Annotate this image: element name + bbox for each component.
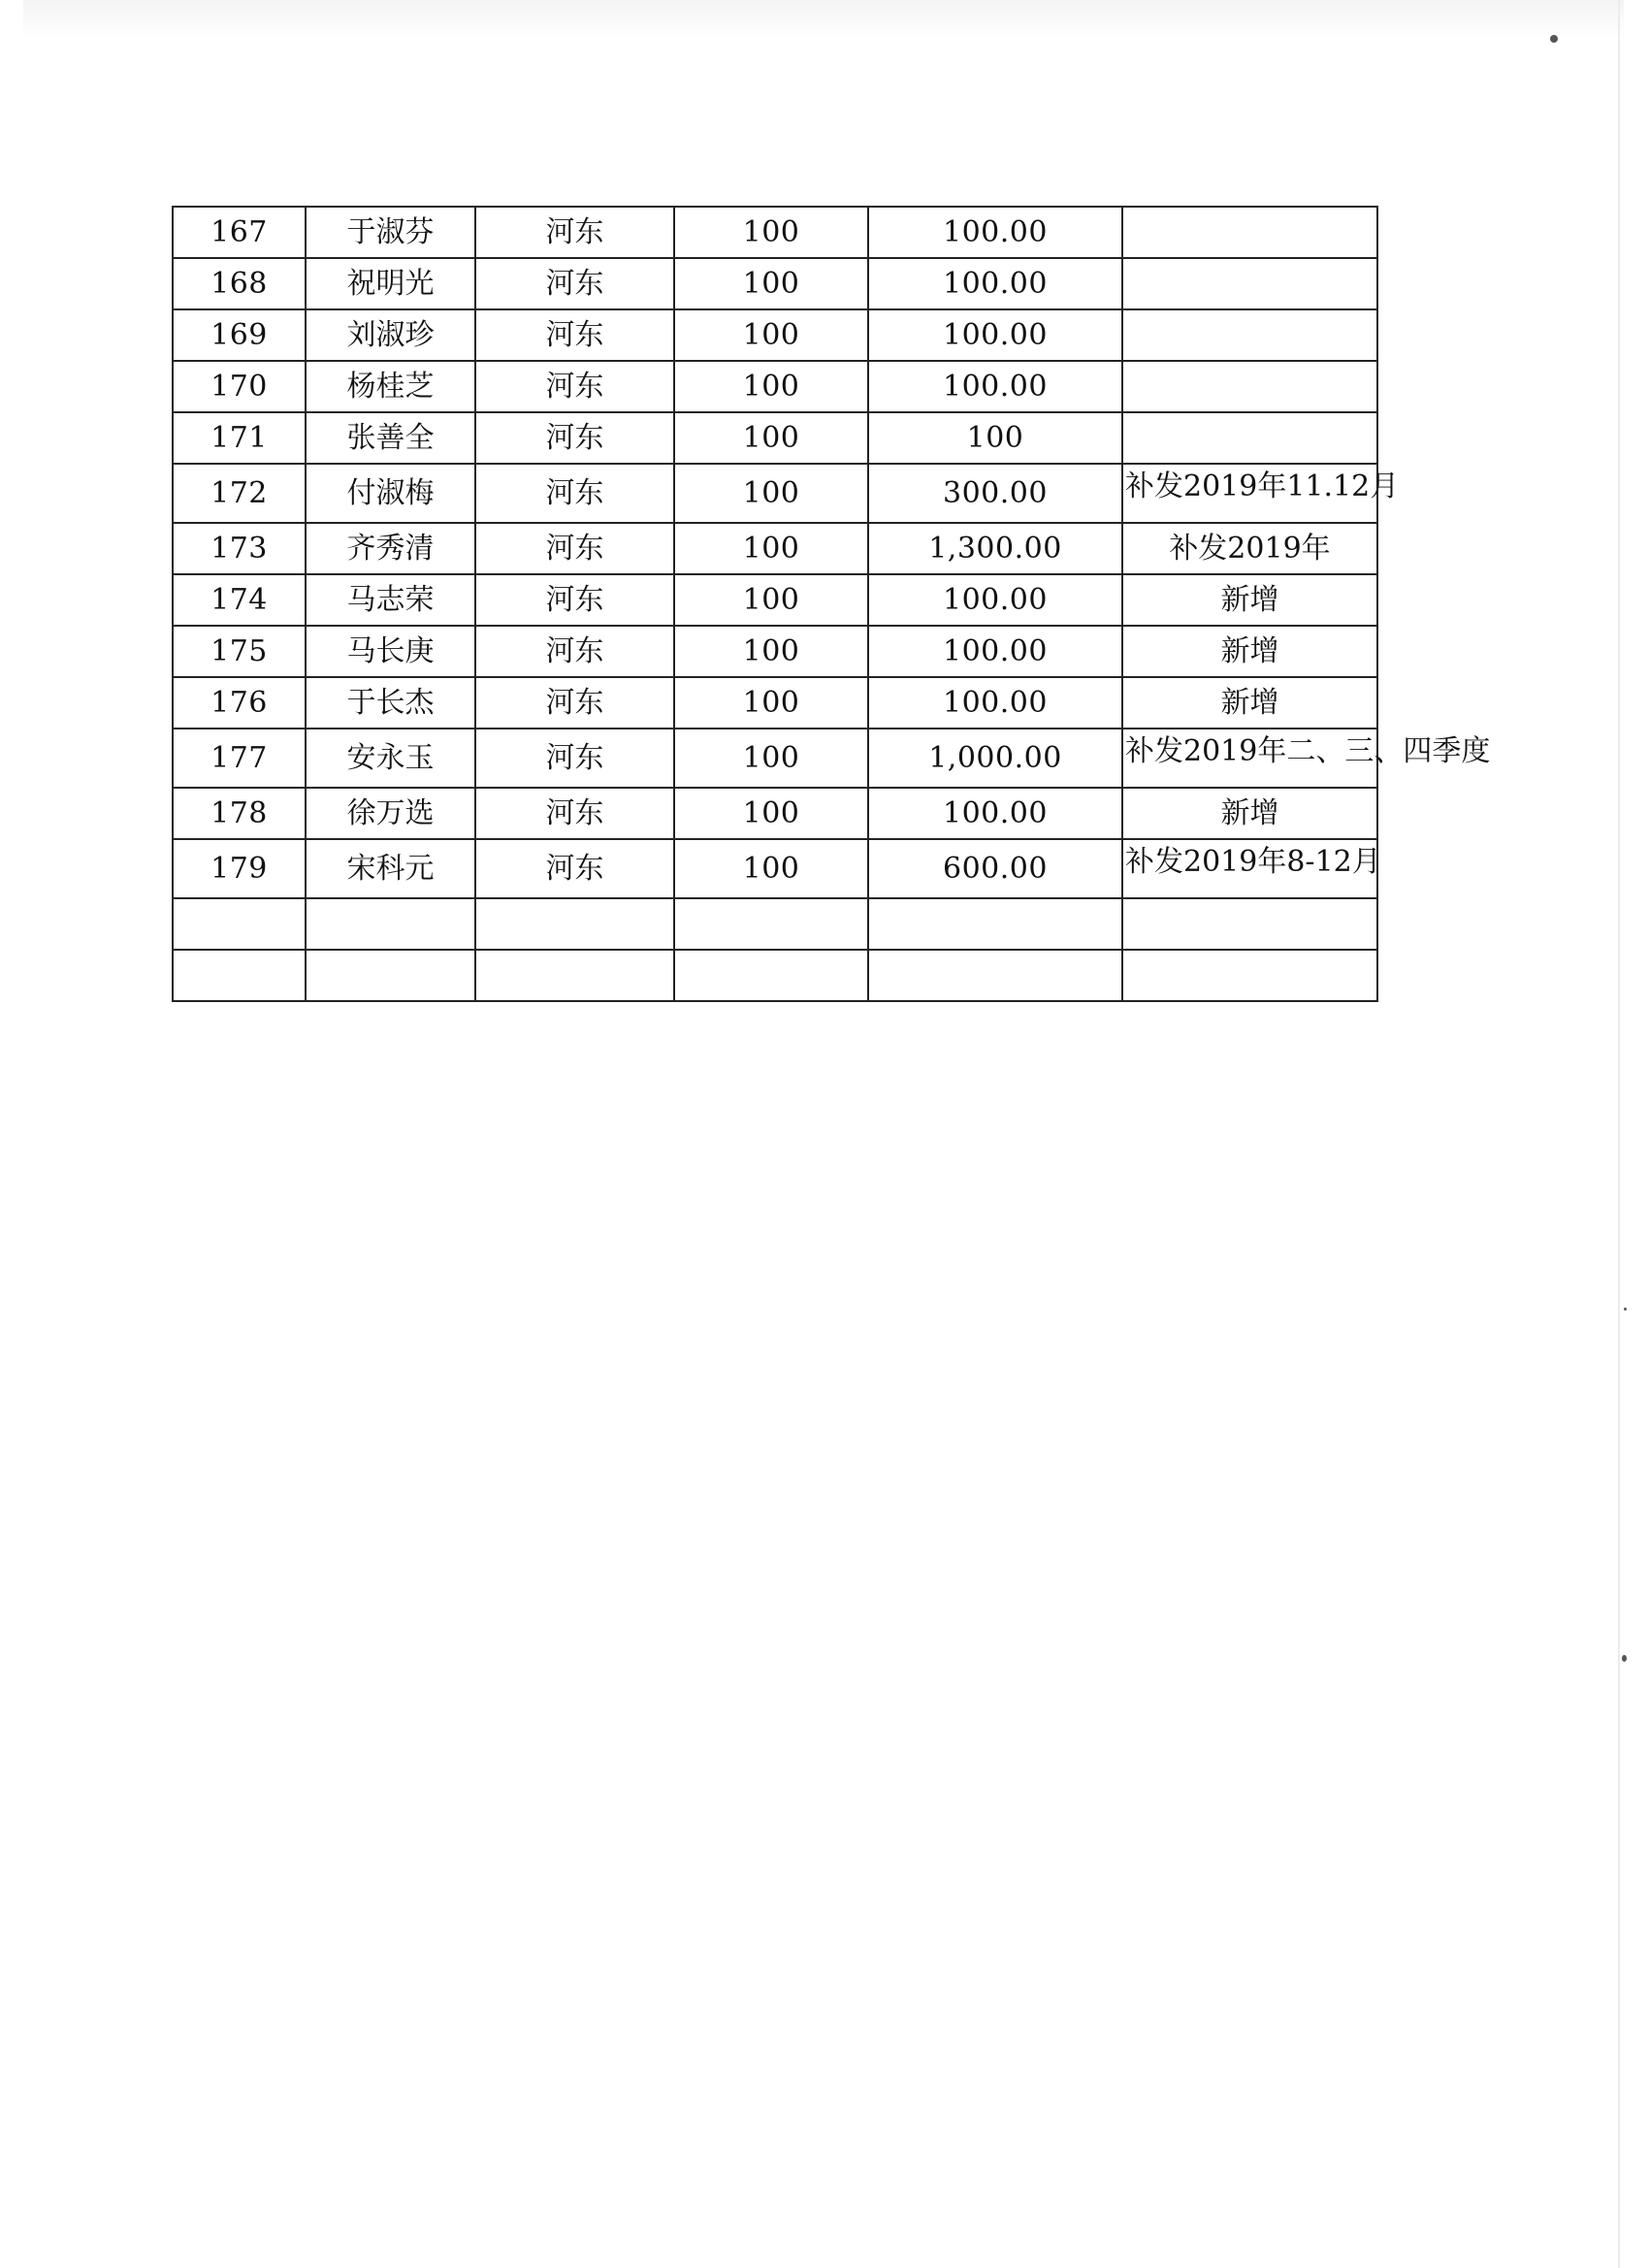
standard-cell: 100 xyxy=(674,626,868,677)
standard-cell: 100 xyxy=(674,412,868,464)
note-cell xyxy=(1122,950,1377,1001)
table-row xyxy=(173,677,1377,729)
table-row xyxy=(173,464,1377,523)
standard-cell: 100 xyxy=(674,574,868,626)
amount-cell: 100.00 xyxy=(868,309,1122,361)
village-cell: 河东 xyxy=(475,464,674,523)
name-cell: 祝明光 xyxy=(306,258,475,309)
standard-cell xyxy=(674,950,868,1001)
name-cell: 徐万选 xyxy=(306,788,475,839)
amount-cell: 100.00 xyxy=(868,207,1122,258)
table-row xyxy=(173,788,1377,839)
row-number-cell: 168 xyxy=(173,258,306,309)
name-cell: 安永玉 xyxy=(306,729,475,788)
amount-cell: 100.00 xyxy=(868,258,1122,309)
name-cell: 付淑梅 xyxy=(306,464,475,523)
row-number-cell: 175 xyxy=(173,626,306,677)
standard-cell: 100 xyxy=(674,464,868,523)
name-cell: 于长杰 xyxy=(306,677,475,729)
village-cell: 河东 xyxy=(475,839,674,898)
row-number-cell: 170 xyxy=(173,361,306,412)
village-cell: 河东 xyxy=(475,412,674,464)
name-cell xyxy=(306,898,475,950)
note-cell: 补发2019年 xyxy=(1122,523,1377,574)
note-cell: 补发2019年11.12月 xyxy=(1122,464,1377,523)
row-number-cell: 169 xyxy=(173,309,306,361)
standard-cell: 100 xyxy=(674,677,868,729)
amount-cell: 300.00 xyxy=(868,464,1122,523)
standard-cell: 100 xyxy=(674,207,868,258)
amount-cell xyxy=(868,898,1122,950)
row-number-cell: 172 xyxy=(173,464,306,523)
village-cell: 河东 xyxy=(475,523,674,574)
amount-cell: 600.00 xyxy=(868,839,1122,898)
village-cell: 河东 xyxy=(475,574,674,626)
village-cell: 河东 xyxy=(475,729,674,788)
ledger-table xyxy=(172,206,1491,1002)
amount-cell: 100.00 xyxy=(868,677,1122,729)
standard-cell xyxy=(674,898,868,950)
standard-cell: 100 xyxy=(674,309,868,361)
note-cell: 补发2019年二、三、四季度 xyxy=(1122,729,1377,788)
table-row xyxy=(173,626,1377,677)
village-cell: 河东 xyxy=(475,258,674,309)
amount-cell: 100.00 xyxy=(868,788,1122,839)
village-cell: 河东 xyxy=(475,361,674,412)
note-cell: 新增 xyxy=(1122,626,1377,677)
note-cell xyxy=(1122,898,1377,950)
table-row xyxy=(173,574,1377,626)
table-row xyxy=(173,309,1377,361)
amount-cell: 1,000.00 xyxy=(868,729,1122,788)
name-cell: 马长庚 xyxy=(306,626,475,677)
ledger-body xyxy=(173,207,1491,1001)
name-cell: 齐秀清 xyxy=(306,523,475,574)
amount-cell: 100.00 xyxy=(868,574,1122,626)
row-number-cell: 178 xyxy=(173,788,306,839)
table-row xyxy=(173,839,1377,898)
standard-cell: 100 xyxy=(674,839,868,898)
note-cell xyxy=(1122,309,1377,361)
note-cell xyxy=(1122,207,1377,258)
name-cell: 刘淑珍 xyxy=(306,309,475,361)
name-cell: 于淑芬 xyxy=(306,207,475,258)
village-cell: 河东 xyxy=(475,309,674,361)
row-number-cell xyxy=(173,898,306,950)
village-cell: 河东 xyxy=(475,626,674,677)
table-row xyxy=(173,729,1377,788)
name-cell xyxy=(306,950,475,1001)
name-cell: 马志荣 xyxy=(306,574,475,626)
note-cell xyxy=(1122,258,1377,309)
note-cell xyxy=(1122,412,1377,464)
village-cell xyxy=(475,950,674,1001)
village-cell: 河东 xyxy=(475,788,674,839)
row-number-cell: 176 xyxy=(173,677,306,729)
note-cell: 新增 xyxy=(1122,574,1377,626)
row-number-cell xyxy=(173,950,306,1001)
table-row xyxy=(173,207,1377,258)
scan-speck xyxy=(1550,35,1558,43)
table-row xyxy=(173,523,1377,574)
standard-cell: 100 xyxy=(674,258,868,309)
village-cell: 河东 xyxy=(475,677,674,729)
name-cell: 宋科元 xyxy=(306,839,475,898)
amount-cell: 100.00 xyxy=(868,626,1122,677)
amount-cell: 100.00 xyxy=(868,361,1122,412)
row-number-cell: 173 xyxy=(173,523,306,574)
village-cell: 河东 xyxy=(475,207,674,258)
name-cell: 张善全 xyxy=(306,412,475,464)
table-row xyxy=(173,950,1377,1001)
scan-edge-right xyxy=(1618,0,1620,2268)
amount-cell xyxy=(868,950,1122,1001)
row-number-cell: 174 xyxy=(173,574,306,626)
note-cell: 新增 xyxy=(1122,677,1377,729)
standard-cell: 100 xyxy=(674,523,868,574)
amount-cell: 100 xyxy=(868,412,1122,464)
standard-cell: 100 xyxy=(674,729,868,788)
village-cell xyxy=(475,898,674,950)
table-row xyxy=(173,898,1377,950)
standard-cell: 100 xyxy=(674,361,868,412)
row-number-cell: 167 xyxy=(173,207,306,258)
scan-shadow-top xyxy=(23,0,1624,39)
row-number-cell: 179 xyxy=(173,839,306,898)
note-cell: 新增 xyxy=(1122,788,1377,839)
scan-speck xyxy=(1624,1308,1627,1311)
name-cell: 杨桂芝 xyxy=(306,361,475,412)
standard-cell: 100 xyxy=(674,788,868,839)
note-cell xyxy=(1122,361,1377,412)
amount-cell: 1,300.00 xyxy=(868,523,1122,574)
table-row xyxy=(173,412,1377,464)
row-number-cell: 177 xyxy=(173,729,306,788)
table-row xyxy=(173,258,1377,309)
row-number-cell: 171 xyxy=(173,412,306,464)
table-row xyxy=(173,361,1377,412)
note-cell: 补发2019年8-12月 xyxy=(1122,839,1377,898)
scan-speck xyxy=(1622,1655,1627,1662)
